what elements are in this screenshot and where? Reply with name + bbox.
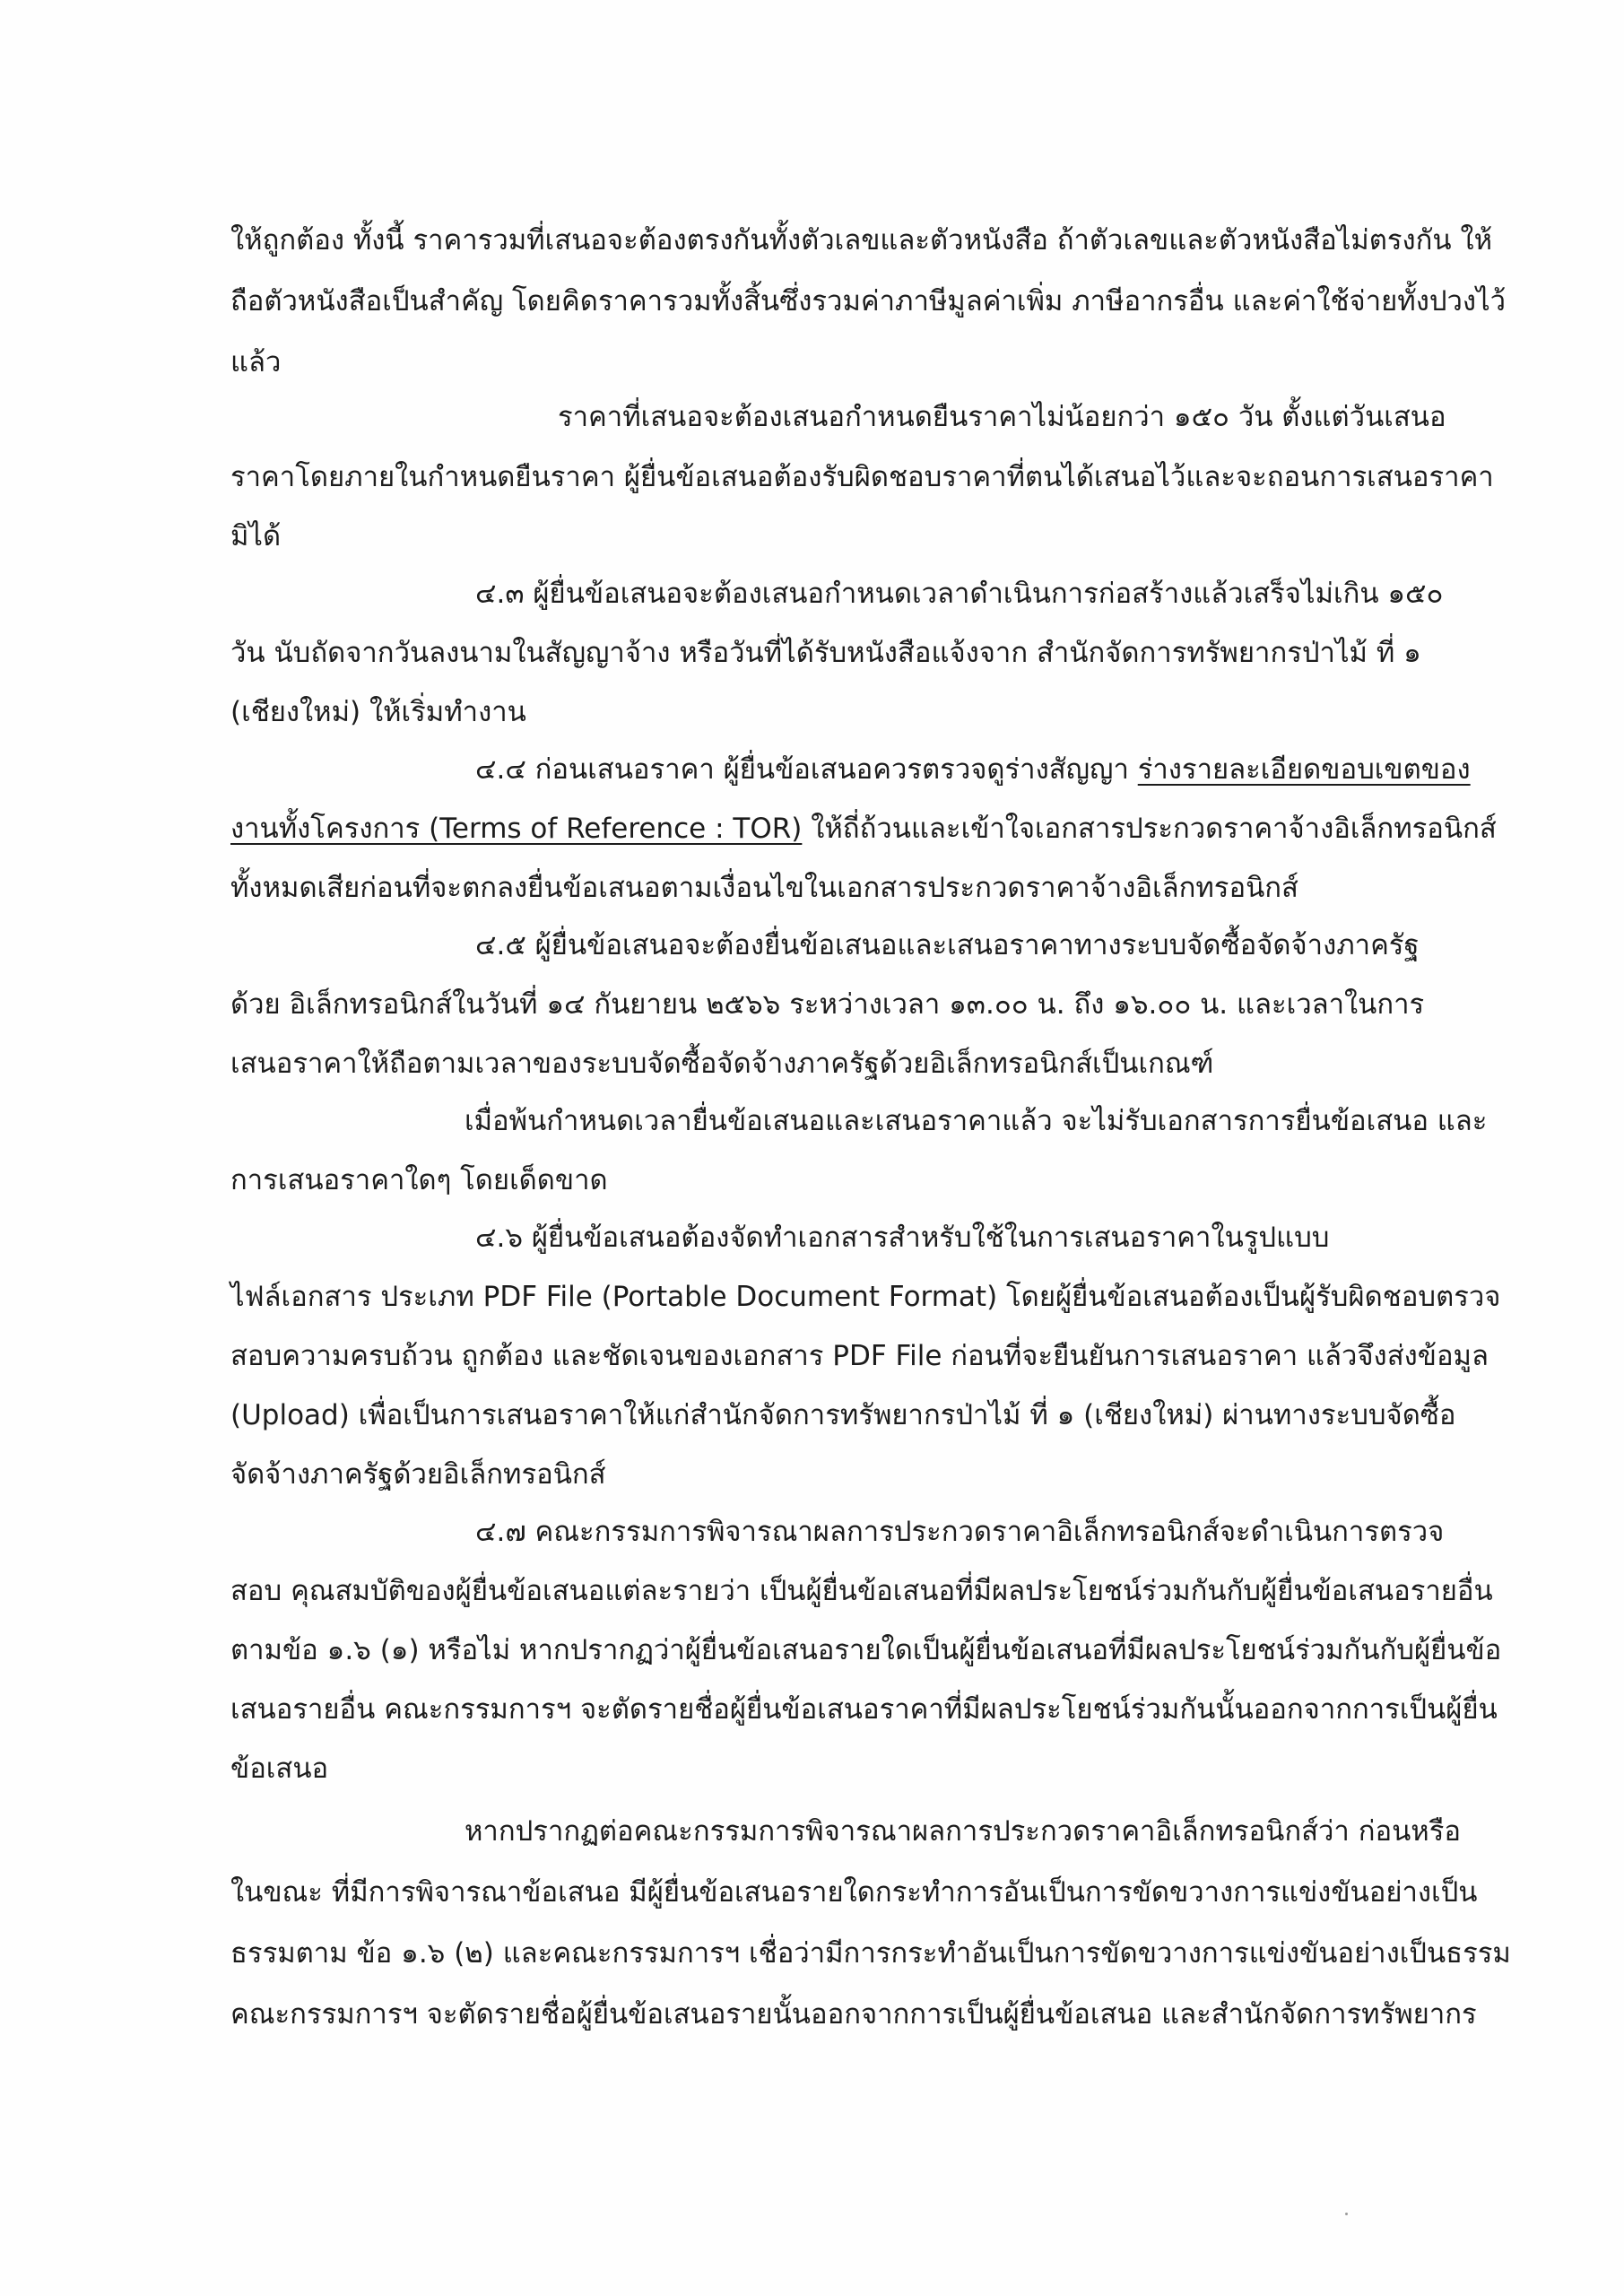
text-line-8: วัน นับถัดจากวันลงนามในสัญญาจ้าง หรือวันที่ได้รับหนังสือแจ้งจาก สำนักจัดการทรัพยากรป่าไม้ ที่ ๑ <box>230 637 1421 669</box>
text-line-21: (Upload) เพื่อเป็นการเสนอราคาให้แก่สำนักจัดการทรัพยากรป่าไม้ ที่ ๑ (เชียงใหม่) ผ่านทางระบบจัดซื้อ <box>230 1399 1456 1431</box>
text-line-31: คณะกรรมการฯ จะตัดรายชื่อผู้ยื่นข้อเสนอรายนั้นออกจากการเป็นผู้ยื่นข้อเสนอ และสำนักจัดการทรัพยากร <box>230 1998 1477 2031</box>
text-line-28: หากปรากฏต่อคณะกรรมการพิจารณาผลการประกวดราคาอิเล็กทรอนิกส์ว่า ก่อนหรือ <box>465 1815 1461 1848</box>
text-line-1: ให้ถูกต้อง ทั้งนี้ ราคารวมที่เสนอจะต้องตรงกันทั้งตัวเลขและตัวหนังสือ ถ้าตัวเลขและตัวหนังสือไม่ตรงกัน ให้ <box>230 224 1493 257</box>
text-line-9: (เชียงใหม่) ให้เริ่มทำงาน <box>230 696 526 728</box>
text-line-27: ข้อเสนอ <box>230 1752 329 1785</box>
section-4-3-line: ๔.๓ ผู้ยื่นข้อเสนอจะต้องเสนอกำหนดเวลาดำเนินการก่อสร้างแล้วเสร็จไม่เกิน ๑๕๐ <box>475 578 1444 610</box>
text-line-11-rest: ให้ถี่ถ้วนและเข้าใจเอกสารประกวดราคาจ้างอิเล็กทรอนิกส์ <box>802 813 1497 845</box>
section-4-4-line <box>475 753 1471 787</box>
text-line-4: ราคาที่เสนอจะต้องเสนอกำหนดยืนราคาไม่น้อยกว่า ๑๕๐ วัน ตั้งแต่วันเสนอ <box>558 401 1446 433</box>
text-line-30: ธรรมตาม ข้อ ๑.๖ (๒) และคณะกรรมการฯ เชื่อว่ามีการกระทำอันเป็นการขัดขวางการแข่งขันอย่างเป็นธรรม <box>230 1937 1511 1970</box>
text-line-5: ราคาโดยภายในกำหนดยืนราคา ผู้ยื่นข้อเสนอต้องรับผิดชอบราคาที่ตนได้เสนอไว้และจะถอนการเสนอราคา <box>230 461 1494 493</box>
text-line-22: จัดจ้างภาครัฐด้วยอิเล็กทรอนิกส์ <box>230 1458 606 1491</box>
text-line-2: ถือตัวหนังสือเป็นสำคัญ โดยคิดราคารวมทั้งสิ้นซึ่งรวมค่าภาษีมูลค่าเพิ่ม ภาษีอากรอื่น และค่าใช้จ่ายทั้งปวงไว้ <box>230 285 1507 317</box>
text-line-12: ทั้งหมดเสียก่อนที่จะตกลงยื่นข้อเสนอตามเงื่อนไขในเอกสารประกวดราคาจ้างอิเล็กทรอนิกส์ <box>230 872 1298 904</box>
text-line-20: สอบความครบถ้วน ถูกต้อง และชัดเจนของเอกสาร PDF File ก่อนที่จะยืนยันการเสนอราคา แล้วจึงส่งข้อมูล <box>230 1340 1489 1372</box>
text-line-15: เสนอราคาให้ถือตามเวลาของระบบจัดซื้อจัดจ้างภาครัฐด้วยอิเล็กทรอนิกส์เป็นเกณฑ์ <box>230 1048 1214 1080</box>
text-line-6: มิได้ <box>230 520 282 552</box>
underlined-tor-part-1: ร่างรายละเอียดขอบเขตของ <box>1137 753 1471 786</box>
text-line-26: เสนอรายอื่น คณะกรรมการฯ จะตัดรายชื่อผู้ยื่นข้อเสนอราคาที่มีผลประโยชน์ร่วมกันนั้นออกจากการเป็นผู้ยื่น <box>230 1693 1498 1726</box>
section-4-4-text: ๔.๔ ก่อนเสนอราคา ผู้ยื่นข้อเสนอควรตรวจดูร่างสัญญา <box>475 753 1138 786</box>
text-line-14: ด้วย อิเล็กทรอนิกส์ในวันที่ ๑๔ กันยายน ๒๕๖๖ ระหว่างเวลา ๑๓.๐๐ น. ถึง ๑๖.๐๐ น. และเวลาในการ <box>230 988 1425 1021</box>
text-line-17: การเสนอราคาใดๆ โดยเด็ดขาด <box>230 1164 608 1196</box>
text-line-25: ตามข้อ ๑.๖ (๑) หรือไม่ หากปรากฏว่าผู้ยื่นข้อเสนอรายใดเป็นผู้ยื่นข้อเสนอที่มีผลประโยชน์ร่วมกันกับผู้ยื่นข้อ <box>230 1634 1502 1666</box>
text-line-29: ในขณะ ที่มีการพิจารณาข้อเสนอ มีผู้ยื่นข้อเสนอรายใดกระทำการอันเป็นการขัดขวางการแข่งขันอย่างเป็น <box>230 1876 1478 1909</box>
text-line-19: ไฟล์เอกสาร ประเภท PDF File (Portable Document Format) โดยผู้ยื่นข้อเสนอต้องเป็นผู้รับผิดชอบตรวจ <box>230 1281 1501 1313</box>
section-4-5-line: ๔.๕ ผู้ยื่นข้อเสนอจะต้องยื่นข้อเสนอและเสนอราคาทางระบบจัดซื้อจัดจ้างภาครัฐ <box>475 929 1420 961</box>
section-4-7-line: ๔.๗ คณะกรรมการพิจารณาผลการประกวดราคาอิเล็กทรอนิกส์จะดำเนินการตรวจ <box>475 1516 1445 1548</box>
underlined-tor-part-2: งานทั้งโครงการ (Terms of Reference : TOR) <box>230 813 803 845</box>
text-line-16: เมื่อพ้นกำหนดเวลายื่นข้อเสนอและเสนอราคาแล้ว จะไม่รับเอกสารการยื่นข้อเสนอ และ <box>465 1105 1488 1137</box>
text-line-3: แล้ว <box>230 346 282 378</box>
text-line-24: สอบ คุณสมบัติของผู้ยื่นข้อเสนอแต่ละรายว่า เป็นผู้ยื่นข้อเสนอที่มีผลประโยชน์ร่วมกันกับผู้ยื่นข้อเสนอรายอื่น <box>230 1575 1493 1607</box>
section-4-6-line: ๔.๖ ผู้ยื่นข้อเสนอต้องจัดทำเอกสารสำหรับใช้ในการเสนอราคาในรูปแบบ <box>475 1222 1330 1254</box>
text-line-11 <box>230 813 1497 846</box>
scan-speck <box>1345 2213 1348 2215</box>
